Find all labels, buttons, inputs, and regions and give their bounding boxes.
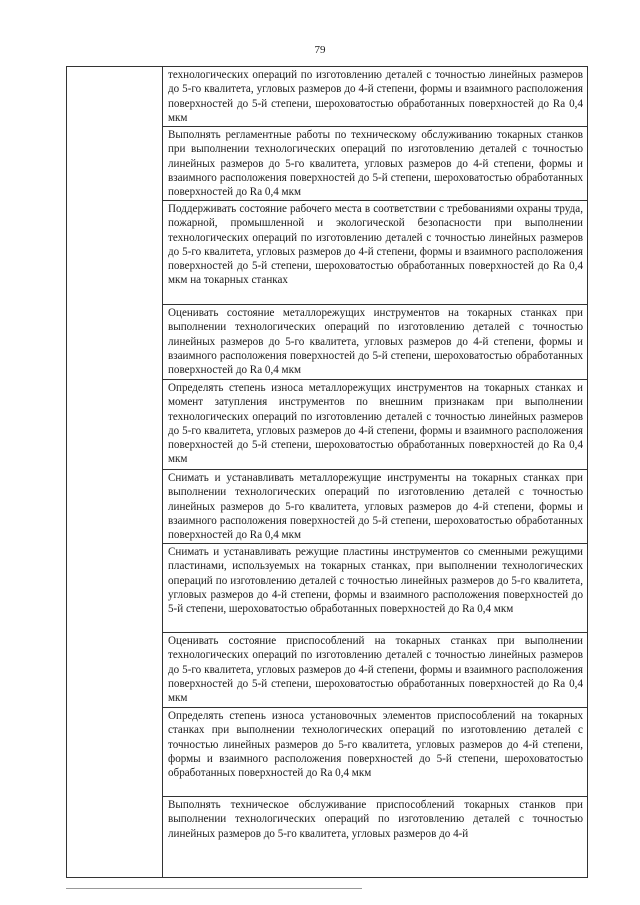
left-column-empty-cell [67,67,163,877]
page-number: 79 [314,44,326,56]
table-row-4: Оценивать состояние металлорежущих инструментов на токарных станках при выполнении технологических операций по изготовлению деталей с точностью линейных размеров до 5-го квалитета, угловых размеров до 4-й степени, формы и взаимного расположения поверхностей до 5-й степени, шероховатостью обработанных поверхностей до Ra 0,4 мкм [163,305,587,380]
table-row-3: Поддерживать состояние рабочего места в соответствии с требованиями охраны труда, пожарной, промышленной и экологической безопасности при выполнении технологических операций по изготовлению деталей с точностью линейных размеров до 5-го квалитета, угловых размеров до 4-й степени, формы и взаимного расположения поверхностей до 5-й степени, шероховатостью обработанных поверхностей до Ra 0,4 мкм на токарных станках [163,201,587,305]
skills-table [66,66,588,878]
table-row-10: Выполнять техническое обслуживание приспособлений токарных станков при выполнении технологических операций по изготовлению деталей с точностью линейных размеров до 5-го квалитета, угловых размеров до 4-й [168,799,583,840]
table-row-9: Определять степень износа установочных элементов приспособлений на токарных станках при выполнении технологических операций по изготовлению деталей с точностью линейных размеров до 5-го квалитета, угловых размеров до 4-й степени, формы и взаимного расположения поверхностей до 5-й степени, шероховатостью обработанных поверхностей до Ra 0,4 мкм [163,708,587,797]
table-row-8: Оценивать состояние приспособлений на токарных станках при выполнении технологических операций по изготовлению деталей с точностью линейных размеров до 5-го квалитета, угловых размеров до 4-й степени, формы и взаимного расположения поверхностей до 5-й степени, шероховатостью обработанных поверхностей до Ra 0,4 мкм [163,633,587,708]
table-row-7: Снимать и устанавливать режущие пластины инструментов со сменными режущими пластинами, используемых на токарных станках, при выполнении технологических операций по изготовлению деталей с точностью линейных размеров до 5-го квалитета, угловых размеров до 4-й степени, формы и взаимного расположения поверхностей до 5-й степени, шероховатостью обработанных поверхностей до Ra 0,4 мкм [163,544,587,633]
table-row-5: Определять степень износа металлорежущих инструментов на токарных станках и момент затупления инструментов по внешним признакам при выполнении технологических операций по изготовлению деталей с точностью линейных размеров до 5-го квалитета, угловых размеров до 4-й степени, формы и взаимного расположения поверхностей до 5-й степени, шероховатостью обработанных поверхностей до Ra 0,4 мкм [163,380,587,470]
table-row-6: Снимать и устанавливать металлорежущие инструменты на токарных станках при выполнении технологических операций по изготовлению деталей с точностью линейных размеров до 5-го квалитета, угловых размеров до 4-й степени, формы и взаимного расположения поверхностей до 5-й степени, шероховатостью обработанных поверхностей до Ra 0,4 мкм [163,470,587,544]
footer-rule [66,888,362,889]
right-column [163,67,587,877]
table-row-2: Выполнять регламентные работы по техническому обслуживанию токарных станков при выполнении технологических операций по изготовлению деталей с точностью линейных размеров до 5-го квалитета, угловых размеров до 4-й степени, формы и взаимного расположения поверхностей до 5-й степени, шероховатостью обработанных поверхностей до Ra 0,4 мкм [163,127,587,201]
table-row-1: технологических операций по изготовлению деталей с точностью линейных размеров до 5-го квалитета, угловых размеров до 4-й степени, формы и взаимного расположения поверхностей до 5-й степени, шероховатостью обработанных поверхностей до Ra 0,4 мкм [163,67,587,127]
